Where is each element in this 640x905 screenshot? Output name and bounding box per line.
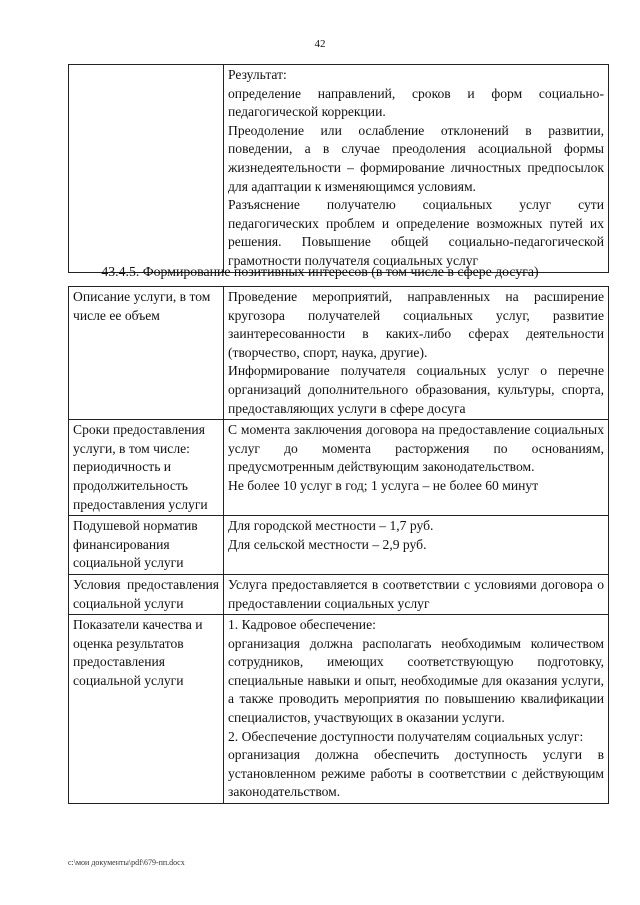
result-cell (224, 65, 609, 273)
row-label: Показатели качества и оценка результатов предоставления социальной услуги (69, 615, 224, 804)
row-content (224, 420, 609, 516)
content-paragraph: организация должна располагать необходимым количеством сотрудников, имеющих соответствующую подготовку, специальные навыки и опыт, необходимые для оказания услуги, а также проводить мероприятия по повышению квалификации специалистов, участвующих в оказании услуги. (228, 635, 604, 726)
footer-file-path: c:\мои документы\pdf\679-пп.docx (68, 858, 185, 867)
result-paragraph: определение направлений, сроков и форм социально-педагогической коррекции. (228, 85, 604, 120)
result-heading: Результат: (228, 67, 287, 82)
table-row (69, 615, 609, 804)
row-content (224, 516, 609, 575)
page-number: 42 (314, 38, 326, 50)
row-content (224, 574, 609, 614)
row-label: Подушевой норматив финансирования социальной услуги (69, 516, 224, 575)
content-paragraph: 1. Кадровое обеспечение: (228, 617, 376, 633)
content-paragraph: Для городской местности – 1,7 руб. (228, 518, 434, 534)
empty-label-cell (69, 65, 224, 273)
row-content (224, 615, 609, 804)
result-paragraph: Разъяснение получателю социальных услуг сути педагогических проблем и определение возможных путей их решения. Повышение общей социально-педагогической грамотности получателя социальных услуг (228, 197, 604, 268)
row-label: Условия предоставления социальной услуги (69, 574, 224, 614)
table-row (69, 420, 609, 516)
content-paragraph: С момента заключения договора на предоставление социальных услуг до момента расторжения по основаниям, предусмотренным действующим законодательством. (228, 422, 604, 475)
result-paragraph: Преодоление или ослабление отклонений в развитии, поведении, а в случае преодоления асоциальной формы жизнедеятельности – формирование личностных предпосылок для адаптации к изменяющимся условиям. (228, 122, 604, 194)
content-paragraph: Услуга предоставляется в соответствии с условиями договора о предоставлении социальных услуг (228, 576, 604, 611)
row-content (224, 287, 609, 420)
content-paragraph: Информирование получателя социальных услуг о перечне организаций дополнительного образования, культуры, спорта, предоставляющих услуги в сфере досуга (228, 363, 604, 416)
content-paragraph: Не более 10 услуг в год; 1 услуга – не более 60 минут (228, 477, 539, 493)
section-heading: 43.4.5. Формирование позитивных интересов (в том числе в сфере досуга) (101, 264, 539, 279)
row-label: Сроки предоставления услуги, в том числе: периодичность и продолжительность предоставления услуги (69, 420, 224, 516)
content-paragraph: Для сельской местности – 2,9 руб. (228, 536, 427, 552)
content-paragraph: организация должна обеспечить доступность услуги в установленном режиме работы в соответствии с действующим законодательством. (228, 747, 604, 800)
table-row (69, 516, 609, 575)
content-paragraph: Проведение мероприятий, направленных на расширение кругозора получателей социальных услуг, развитие заинтересованности в каких-либо сферах деятельности (творчество, спорт, наука, другие). (228, 289, 604, 360)
table-row (69, 65, 609, 273)
content-paragraph: 2. Обеспечение доступности получателям социальных услуг: (228, 728, 584, 744)
table-row (69, 287, 609, 420)
service-table (68, 286, 609, 804)
row-label: Описание услуги, в том числе ее объем (69, 287, 224, 420)
table-row (69, 574, 609, 614)
continued-table (68, 64, 609, 273)
